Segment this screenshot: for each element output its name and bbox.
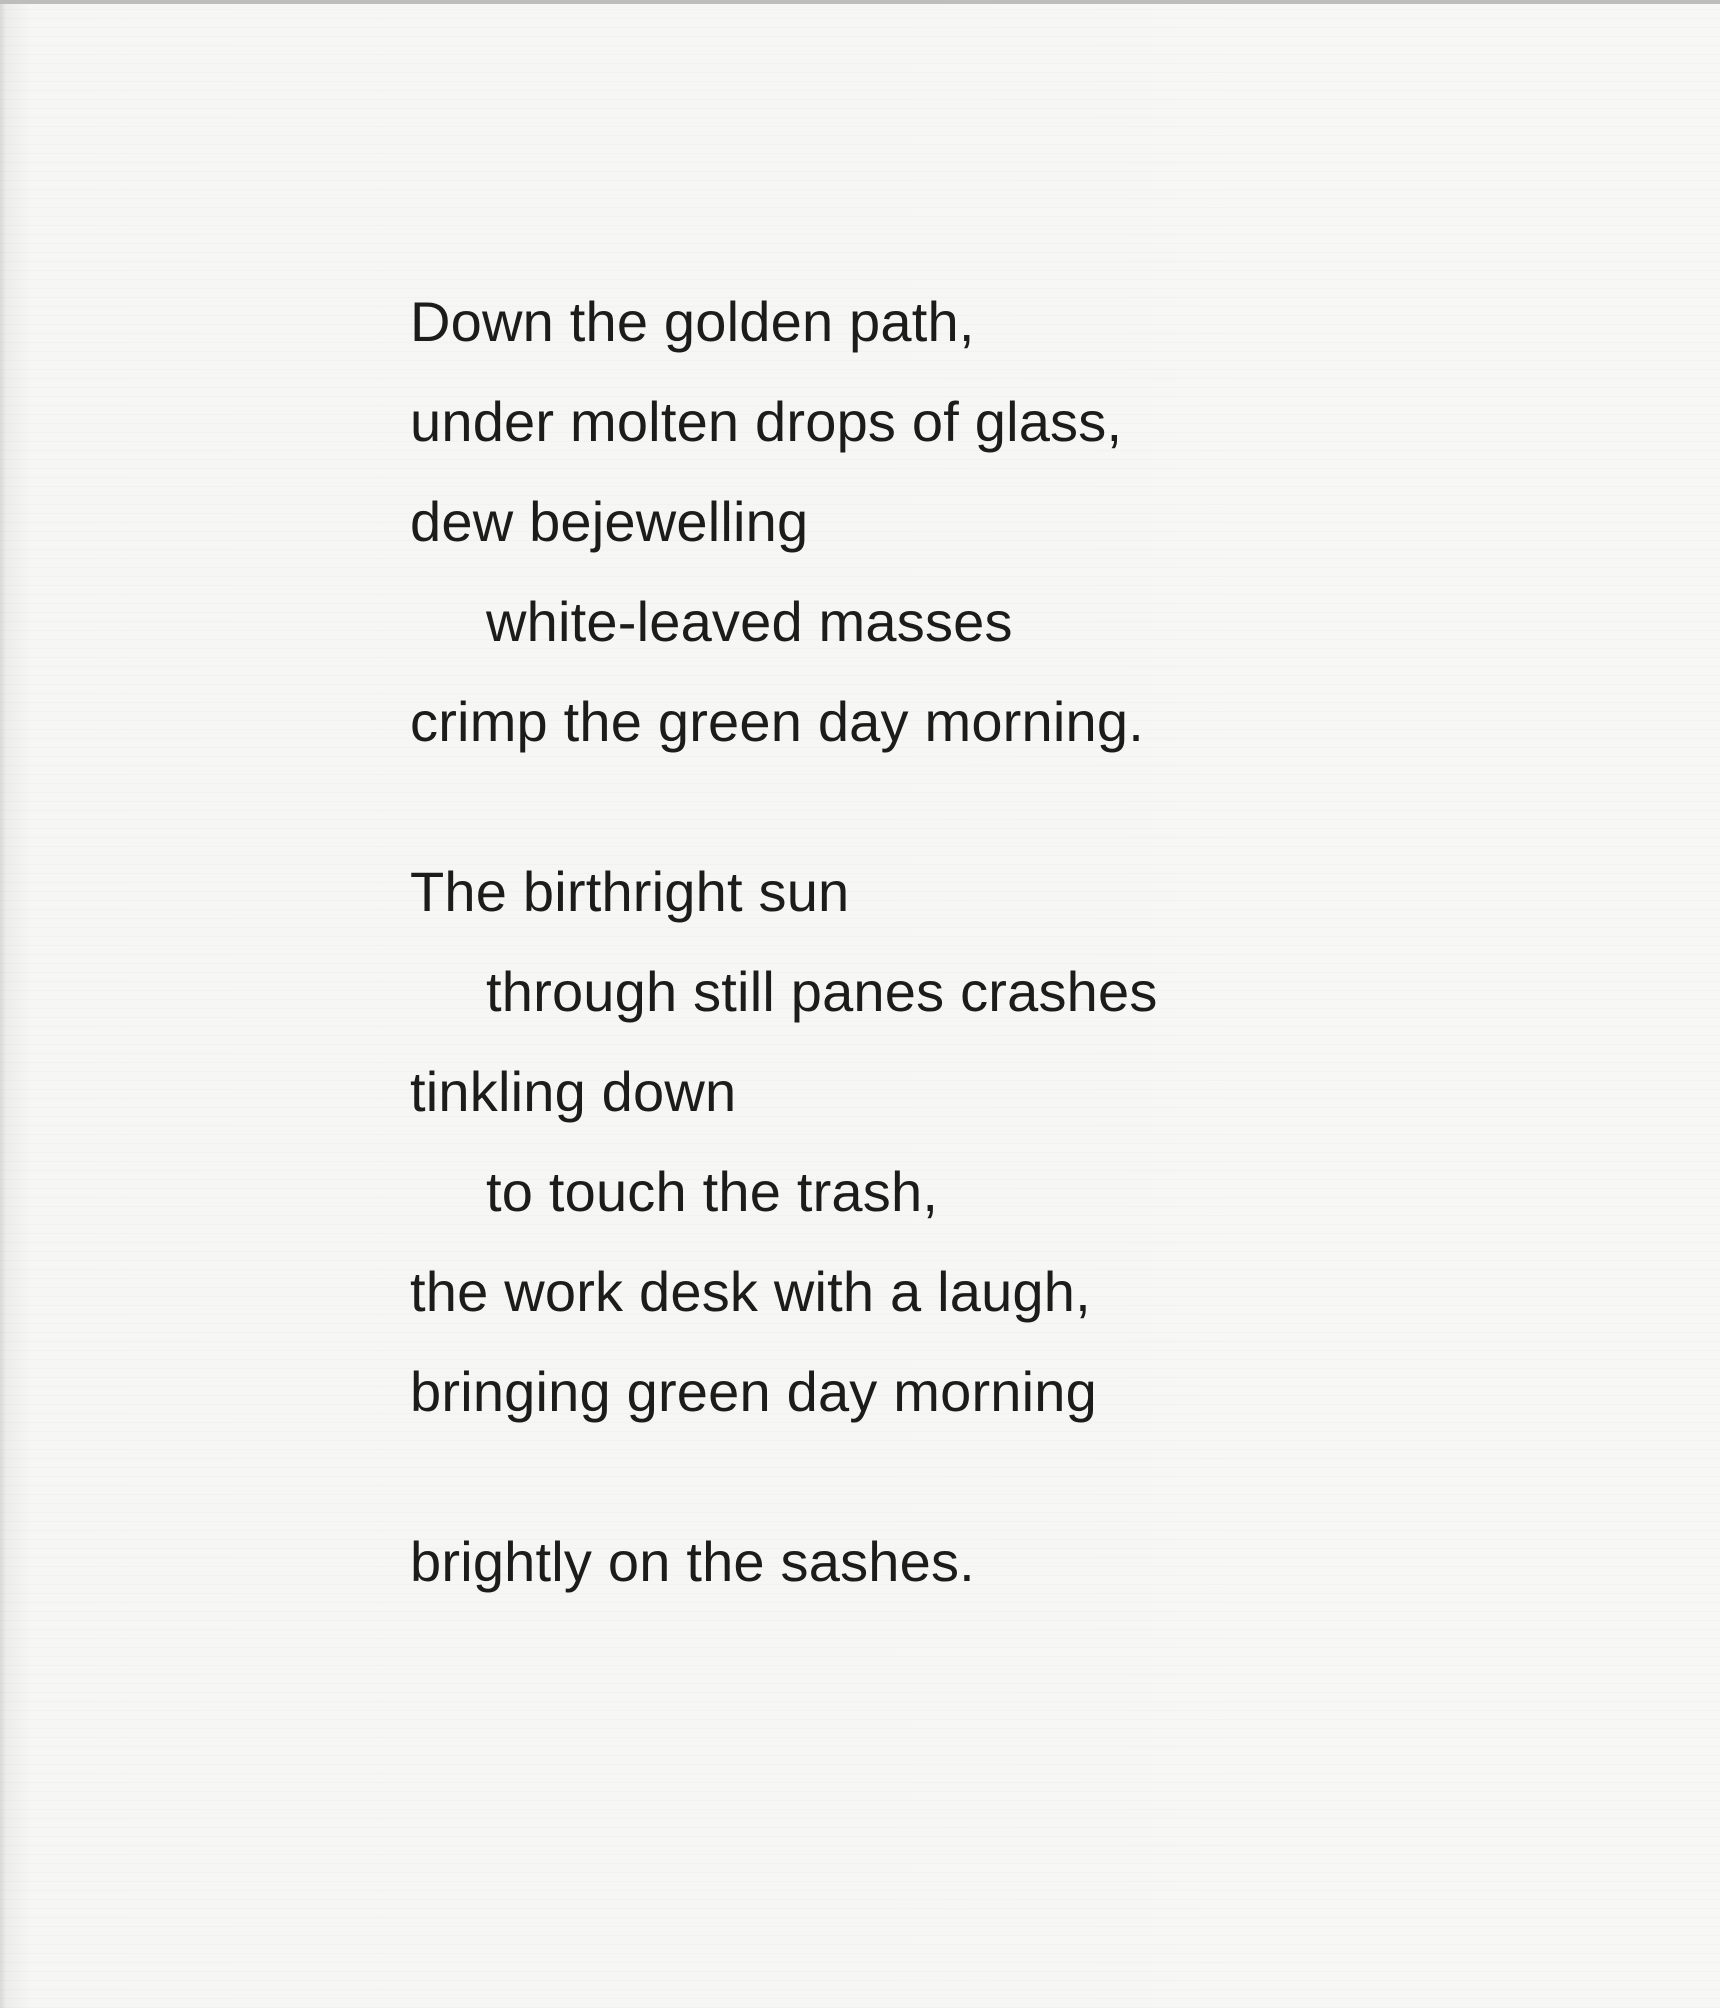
poem-line: dew bejewelling [410,490,809,553]
poem-line: crimp the green day morning. [410,690,1144,753]
poem-line: the work desk with a laugh, [410,1260,1091,1323]
poem-line: white-leaved masses [486,590,1013,653]
poem-line: brightly on the sashes. [410,1530,975,1593]
poem-line: bringing green day morning [410,1360,1097,1423]
poem-line: tinkling down [410,1060,737,1123]
poem-line: The birthright sun [410,860,850,923]
poem-line: to touch the trash, [486,1160,939,1223]
page-edge [0,0,1720,4]
poem-line: Down the golden path, [410,290,975,353]
poem-line: through still panes crashes [486,960,1158,1023]
poem-line: under molten drops of glass, [410,390,1123,453]
